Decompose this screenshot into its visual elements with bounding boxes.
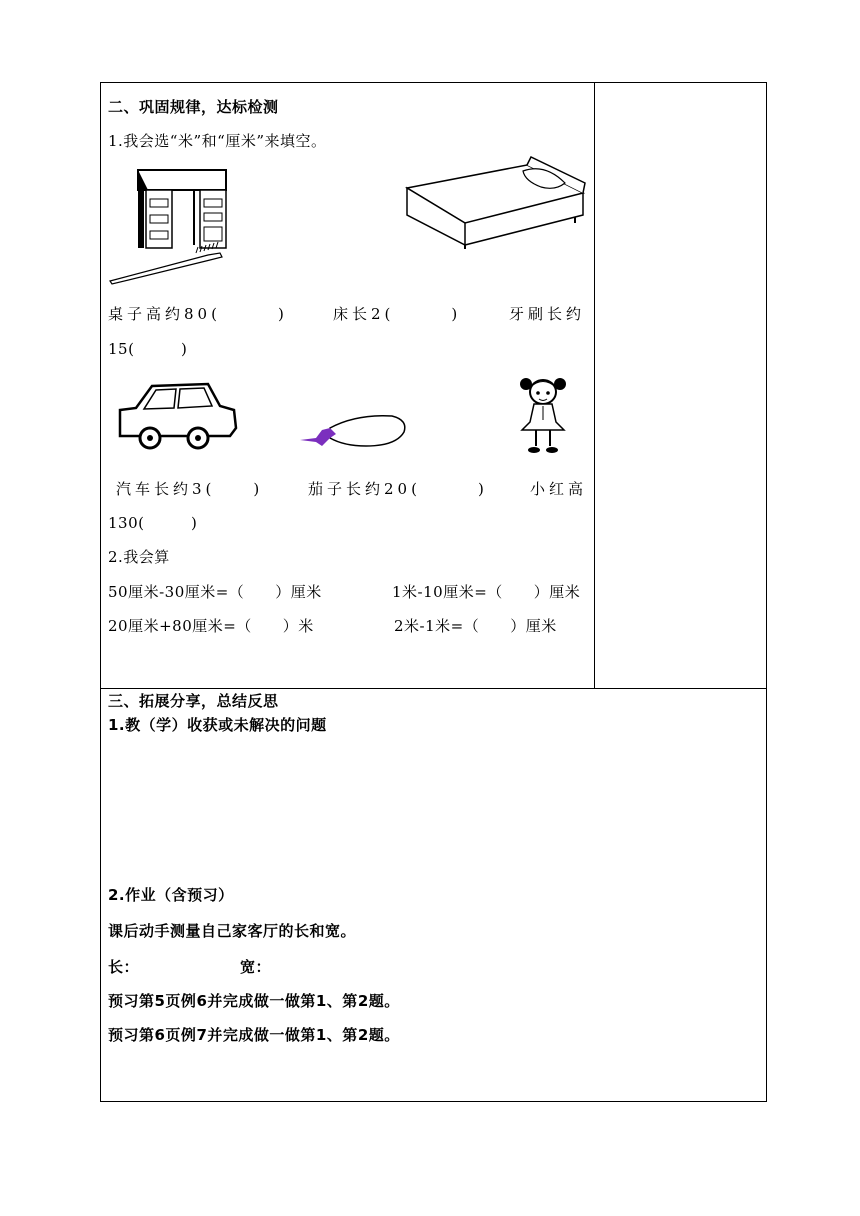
width-label: 宽：: [240, 958, 272, 976]
section3-heading: 三、拓展分享，总结反思: [108, 692, 279, 710]
toothbrush-question-cont: 15( ): [108, 340, 188, 358]
eggplant-question: 茄子长约20( ): [308, 480, 488, 498]
calc-item: 2米-1米=（ ）厘米: [394, 617, 557, 635]
toothbrush-question: 牙刷长约: [509, 305, 586, 323]
homework-measure: 课后动手测量自己家客厅的长和宽。: [108, 922, 357, 940]
length-label: 长：: [108, 958, 140, 976]
eggplant-picture: [296, 412, 408, 452]
section2-heading: 二、巩固规律，达标检测: [108, 98, 279, 116]
homework-title: 2.作业（含预习）: [108, 886, 234, 904]
calc-item: 50厘米-30厘米=（ ）厘米: [108, 583, 322, 601]
q1-title: 1.我会选“米”和“厘米”来填空。: [108, 132, 327, 150]
calc-item: 20厘米+80厘米=（ ）米: [108, 617, 314, 635]
bed-picture: [405, 153, 589, 249]
desk-question: 桌子高约80( ): [108, 305, 288, 323]
reflection-item: 1.教（学）收获或未解决的问题: [108, 716, 327, 734]
homework-preview-2: 预习第6页例7并完成做一做第1、第2题。: [108, 1026, 400, 1044]
girl-picture: [518, 374, 568, 456]
row-divider: [100, 688, 767, 689]
girl-question-cont: 130( ): [108, 514, 198, 532]
homework-preview-1: 预习第5页例6并完成做一做第1、第2题。: [108, 992, 400, 1010]
column-divider: [594, 82, 595, 688]
girl-question: 小红高: [530, 480, 588, 498]
desk-picture: [108, 165, 228, 287]
car-picture: [116, 380, 240, 454]
bed-question: 床长2( ): [333, 305, 462, 323]
q2-title: 2.我会算: [108, 548, 170, 566]
calc-item: 1米-10厘米=（ ）厘米: [392, 583, 581, 601]
car-question: 汽车长约3( ): [116, 480, 264, 498]
